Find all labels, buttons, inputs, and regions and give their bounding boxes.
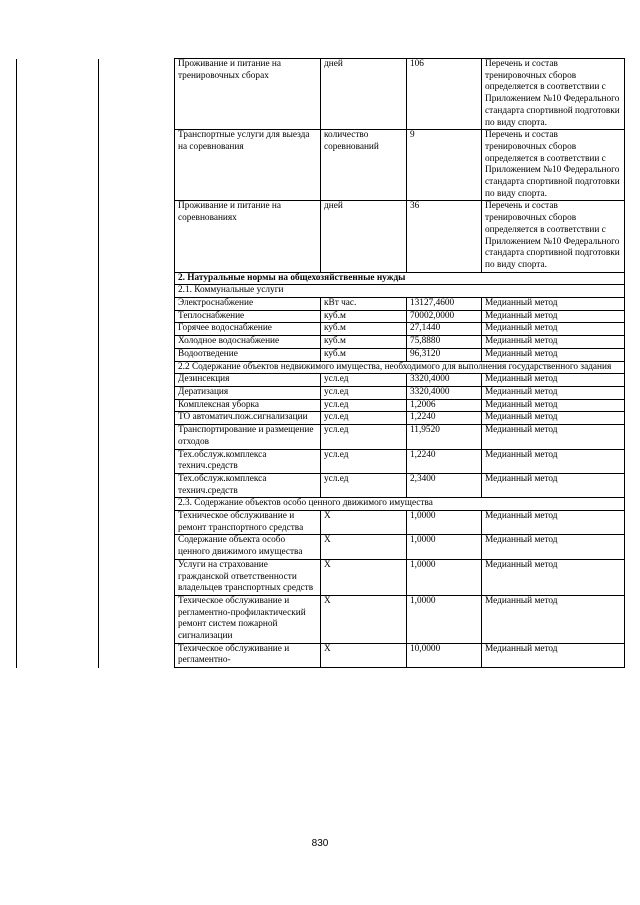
- blank-col-1: [17, 498, 99, 511]
- unit-cell: усл.ед: [321, 374, 407, 387]
- blank-col-2: [99, 412, 175, 425]
- table-row: [17, 511, 625, 535]
- blank-col-1: [17, 386, 99, 399]
- item-name-cell: Проживание и питание на соревнованиях: [175, 201, 321, 272]
- blank-col-1: [17, 535, 99, 559]
- table-row: [17, 449, 625, 473]
- blank-col-1: [17, 285, 99, 298]
- value-cell: 10,0000: [407, 643, 482, 667]
- method-cell: Медианный метод: [482, 374, 625, 387]
- item-name-cell: Проживание и питание на тренировочных сборах: [175, 59, 321, 130]
- method-cell: Медианный метод: [482, 449, 625, 473]
- item-name-cell: Электроснабжение: [175, 298, 321, 311]
- item-name-cell: Транспортирование и размещение отходов: [175, 425, 321, 449]
- unit-cell: количество соревнований: [321, 130, 407, 201]
- blank-col-2: [99, 130, 175, 201]
- item-name-cell: Горячее водоснабжение: [175, 323, 321, 336]
- table-row: [17, 310, 625, 323]
- blank-col-2: [99, 201, 175, 272]
- section-heading: 2.1. Коммунальные услуги: [175, 285, 625, 298]
- blank-col-2: [99, 272, 175, 285]
- blank-col-2: [99, 595, 175, 643]
- blank-col-1: [17, 336, 99, 349]
- value-cell: 75,8880: [407, 336, 482, 349]
- table-row: [17, 201, 625, 272]
- method-cell: Медианный метод: [482, 323, 625, 336]
- value-cell: 1,2006: [407, 399, 482, 412]
- blank-col-1: [17, 130, 99, 201]
- value-cell: 1,0000: [407, 511, 482, 535]
- table-row: [17, 595, 625, 643]
- table-row: [17, 298, 625, 311]
- method-cell: Медианный метод: [482, 511, 625, 535]
- unit-cell: дней: [321, 201, 407, 272]
- item-name-cell: Дератизация: [175, 386, 321, 399]
- section-row: [17, 361, 625, 374]
- unit-cell: дней: [321, 59, 407, 130]
- method-cell: Медианный метод: [482, 348, 625, 361]
- unit-cell: Х: [321, 595, 407, 643]
- value-cell: 1,2240: [407, 449, 482, 473]
- method-cell: Медианный метод: [482, 298, 625, 311]
- section-row: [17, 285, 625, 298]
- blank-col-1: [17, 595, 99, 643]
- blank-col-2: [99, 298, 175, 311]
- blank-col-2: [99, 336, 175, 349]
- item-name-cell: Дезинсекция: [175, 374, 321, 387]
- unit-cell: усл.ед: [321, 449, 407, 473]
- method-cell: Перечень и состав тренировочных сборов определяется в соответствии с Приложением №10 Федерального стандарта спортивной подготовки по виду спорта.: [482, 130, 625, 201]
- norms-table: [16, 58, 625, 668]
- blank-col-1: [17, 559, 99, 595]
- item-name-cell: Теплоснабжение: [175, 310, 321, 323]
- table-row: [17, 425, 625, 449]
- table-row: [17, 535, 625, 559]
- table-row: [17, 386, 625, 399]
- table-row: [17, 323, 625, 336]
- unit-cell: Х: [321, 535, 407, 559]
- blank-col-2: [99, 473, 175, 497]
- blank-col-1: [17, 399, 99, 412]
- unit-cell: усл.ед: [321, 473, 407, 497]
- page-number: 830: [311, 838, 329, 849]
- blank-col-2: [99, 643, 175, 667]
- blank-col-2: [99, 374, 175, 387]
- item-name-cell: Тех.обслуж.комплекса технич.средств: [175, 473, 321, 497]
- blank-col-1: [17, 59, 99, 130]
- unit-cell: усл.ед: [321, 412, 407, 425]
- unit-cell: куб.м: [321, 310, 407, 323]
- table-row: [17, 559, 625, 595]
- value-cell: 36: [407, 201, 482, 272]
- unit-cell: куб.м: [321, 348, 407, 361]
- blank-col-1: [17, 323, 99, 336]
- item-name-cell: ТО автоматич.пож.сигнализации: [175, 412, 321, 425]
- value-cell: 11,9520: [407, 425, 482, 449]
- unit-cell: куб.м: [321, 336, 407, 349]
- blank-col-2: [99, 498, 175, 511]
- unit-cell: Х: [321, 643, 407, 667]
- blank-col-1: [17, 511, 99, 535]
- blank-col-2: [99, 323, 175, 336]
- method-cell: Медианный метод: [482, 559, 625, 595]
- unit-cell: куб.м: [321, 323, 407, 336]
- item-name-cell: Водоотведение: [175, 348, 321, 361]
- value-cell: 27,1440: [407, 323, 482, 336]
- table-row: [17, 130, 625, 201]
- method-cell: Медианный метод: [482, 310, 625, 323]
- item-name-cell: Комплексная уборка: [175, 399, 321, 412]
- blank-col-2: [99, 535, 175, 559]
- blank-col-2: [99, 386, 175, 399]
- value-cell: 1,0000: [407, 595, 482, 643]
- table-row: [17, 473, 625, 497]
- unit-cell: Х: [321, 559, 407, 595]
- item-name-cell: Техическое обслуживание и регламентно-профилактический ремонт систем пожарной сигнализации: [175, 595, 321, 643]
- blank-col-1: [17, 449, 99, 473]
- section-row: [17, 272, 625, 285]
- table-row: [17, 374, 625, 387]
- method-cell: Перечень и состав тренировочных сборов определяется в соответствии с Приложением №10 Федерального стандарта спортивной подготовки по виду спорта.: [482, 201, 625, 272]
- method-cell: Перечень и состав тренировочных сборов определяется в соответствии с Приложением №10 Федерального стандарта спортивной подготовки по виду спорта.: [482, 59, 625, 130]
- item-name-cell: Техическое обслуживание и регламентно-: [175, 643, 321, 667]
- blank-col-1: [17, 310, 99, 323]
- unit-cell: усл.ед: [321, 386, 407, 399]
- value-cell: 9: [407, 130, 482, 201]
- value-cell: 106: [407, 59, 482, 130]
- section-heading: 2. Натуральные нормы на общехозяйственные нужды: [175, 272, 625, 285]
- blank-col-1: [17, 643, 99, 667]
- blank-col-2: [99, 361, 175, 374]
- table-row: [17, 336, 625, 349]
- method-cell: Медианный метод: [482, 595, 625, 643]
- unit-cell: кВт час.: [321, 298, 407, 311]
- table-row: [17, 59, 625, 130]
- table-row: [17, 399, 625, 412]
- blank-col-2: [99, 59, 175, 130]
- item-name-cell: Тех.обслуж.комплекса технич.средств: [175, 449, 321, 473]
- blank-col-2: [99, 348, 175, 361]
- value-cell: 2,3400: [407, 473, 482, 497]
- item-name-cell: Техническое обслуживание и ремонт транспортного средства: [175, 511, 321, 535]
- section-row: [17, 498, 625, 511]
- table-row: [17, 412, 625, 425]
- blank-col-2: [99, 559, 175, 595]
- value-cell: 1,2240: [407, 412, 482, 425]
- value-cell: 13127,4600: [407, 298, 482, 311]
- method-cell: Медианный метод: [482, 336, 625, 349]
- blank-col-1: [17, 348, 99, 361]
- item-name-cell: Содержание объекта особо ценного движимого имущества: [175, 535, 321, 559]
- method-cell: Медианный метод: [482, 425, 625, 449]
- blank-col-2: [99, 310, 175, 323]
- blank-col-2: [99, 285, 175, 298]
- table-row: [17, 348, 625, 361]
- blank-col-2: [99, 399, 175, 412]
- value-cell: 1,0000: [407, 535, 482, 559]
- method-cell: Медианный метод: [482, 386, 625, 399]
- blank-col-1: [17, 425, 99, 449]
- item-name-cell: Транспортные услуги для выезда на соревнования: [175, 130, 321, 201]
- method-cell: Медианный метод: [482, 473, 625, 497]
- blank-col-1: [17, 272, 99, 285]
- unit-cell: усл.ед: [321, 399, 407, 412]
- blank-col-1: [17, 374, 99, 387]
- item-name-cell: Услуги на страхование гражданской ответственности владельцев транспортных средств: [175, 559, 321, 595]
- method-cell: Медианный метод: [482, 412, 625, 425]
- method-cell: Медианный метод: [482, 643, 625, 667]
- section-heading: 2.2 Содержание объектов недвижимого имущества, необходимого для выполнения государственного задания: [175, 361, 625, 374]
- value-cell: 96,3120: [407, 348, 482, 361]
- unit-cell: Х: [321, 511, 407, 535]
- method-cell: Медианный метод: [482, 535, 625, 559]
- blank-col-1: [17, 412, 99, 425]
- blank-col-2: [99, 425, 175, 449]
- section-heading: 2.3. Содержание объектов особо ценного движимого имущества: [175, 498, 625, 511]
- blank-col-1: [17, 361, 99, 374]
- item-name-cell: Холодное водоснабжение: [175, 336, 321, 349]
- value-cell: 1,0000: [407, 559, 482, 595]
- blank-col-2: [99, 511, 175, 535]
- blank-col-2: [99, 449, 175, 473]
- blank-col-1: [17, 201, 99, 272]
- table-row: [17, 643, 625, 667]
- blank-col-1: [17, 298, 99, 311]
- value-cell: 3320,4000: [407, 374, 482, 387]
- unit-cell: усл.ед: [321, 425, 407, 449]
- method-cell: Медианный метод: [482, 399, 625, 412]
- value-cell: 70002,0000: [407, 310, 482, 323]
- value-cell: 3320,4000: [407, 386, 482, 399]
- blank-col-1: [17, 473, 99, 497]
